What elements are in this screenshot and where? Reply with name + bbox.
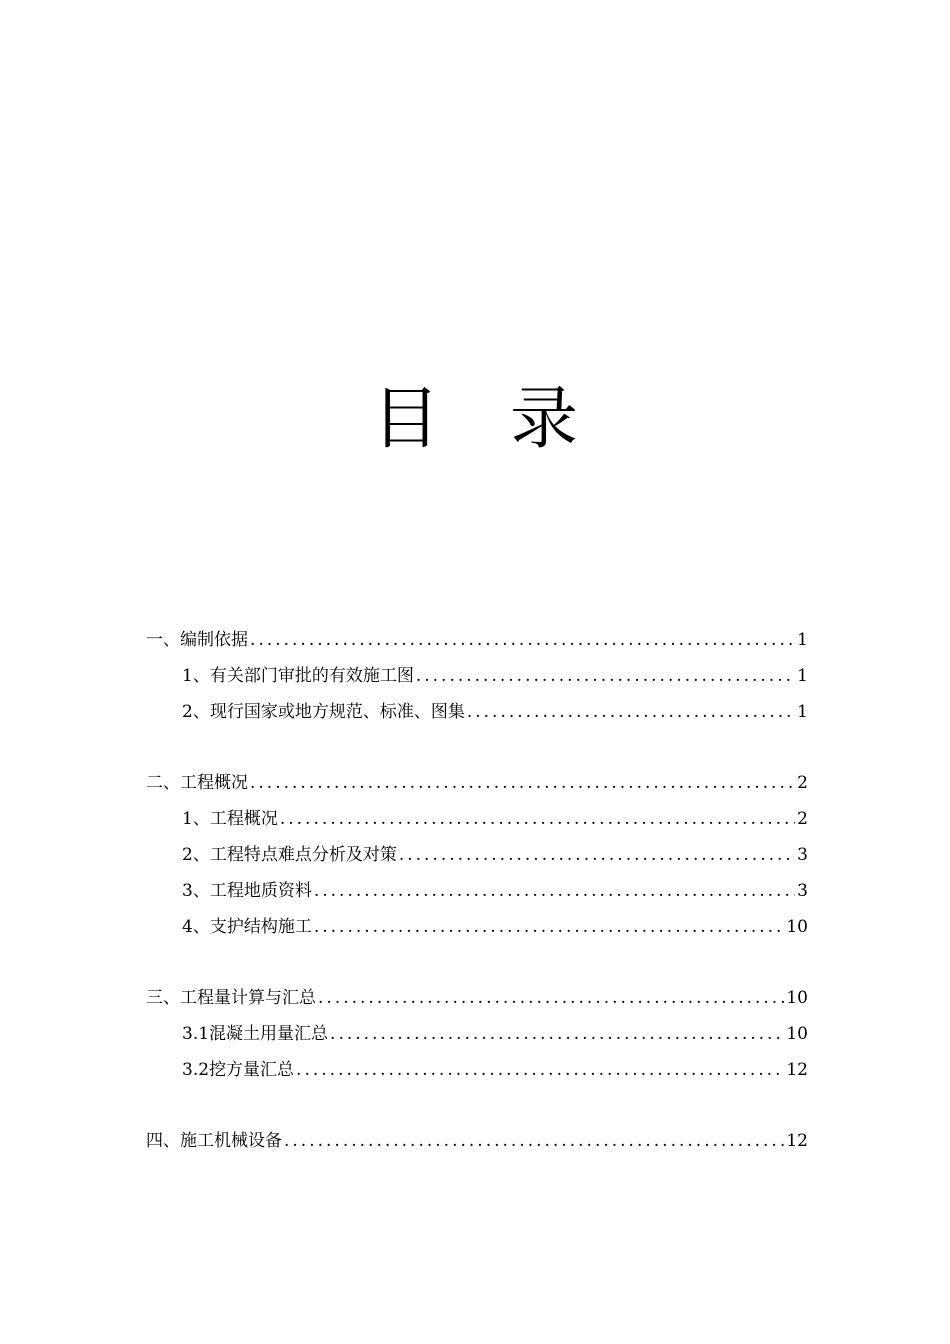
- toc-entry-label: 三、工程量计算与汇总: [146, 988, 316, 1008]
- page-title: [0, 380, 950, 460]
- toc-leader-dots: [314, 909, 785, 945]
- toc-section: [146, 622, 808, 730]
- toc-subentry-page: 10: [786, 1024, 808, 1044]
- toc-leader-dots: [280, 801, 795, 837]
- toc-subentry[interactable]: [146, 837, 808, 873]
- toc-subentry-page: 1: [797, 666, 808, 686]
- toc-leader-dots: [330, 1016, 784, 1052]
- title-char-2: 录: [510, 380, 579, 459]
- toc-leader-dots: [250, 622, 795, 658]
- toc-entry-page: 10: [786, 988, 808, 1008]
- toc-subentry-label: 3.1混凝土用量汇总: [182, 1024, 329, 1044]
- toc-leader-dots: [296, 1052, 784, 1088]
- toc-entry-page: 2: [797, 773, 808, 793]
- toc-subentry[interactable]: [146, 801, 808, 837]
- toc-subentry-page: 1: [797, 702, 808, 722]
- toc-subentry-label: 1、工程概况: [182, 809, 278, 829]
- toc-leader-dots: [399, 837, 795, 873]
- table-of-contents: [146, 622, 808, 1194]
- toc-entry[interactable]: [146, 980, 808, 1016]
- toc-entry[interactable]: [146, 1123, 808, 1159]
- toc-section: [146, 980, 808, 1088]
- toc-entry-page: 12: [786, 1131, 808, 1151]
- toc-section: [146, 765, 808, 945]
- toc-leader-dots: [467, 694, 795, 730]
- toc-subentry-page: 10: [786, 917, 808, 937]
- toc-subentry-label: 2、工程特点难点分析及对策: [182, 845, 397, 865]
- toc-entry[interactable]: [146, 765, 808, 801]
- toc-leader-dots: [416, 658, 795, 694]
- toc-subentry-page: 3: [797, 881, 808, 901]
- toc-subentry[interactable]: [146, 1052, 808, 1088]
- toc-subentry-label: 3、工程地质资料: [182, 881, 312, 901]
- toc-section: [146, 1123, 808, 1159]
- toc-subentry-page: 3: [797, 845, 808, 865]
- toc-entry-label: 一、编制依据: [146, 630, 248, 650]
- toc-leader-dots: [318, 980, 784, 1016]
- toc-entry-label: 四、施工机械设备: [146, 1131, 282, 1151]
- toc-subentry-label: 2、现行国家或地方规范、标准、图集: [182, 702, 465, 722]
- toc-subentry[interactable]: [146, 909, 808, 945]
- toc-subentry-label: 4、支护结构施工: [182, 917, 312, 937]
- toc-subentry[interactable]: [146, 873, 808, 909]
- toc-leader-dots: [314, 873, 795, 909]
- toc-leader-dots: [250, 765, 795, 801]
- toc-entry-label: 二、工程概况: [146, 773, 248, 793]
- toc-subentry[interactable]: [146, 694, 808, 730]
- toc-subentry[interactable]: [146, 1016, 808, 1052]
- toc-subentry[interactable]: [146, 658, 808, 694]
- toc-entry[interactable]: [146, 622, 808, 658]
- toc-subentry-page: 2: [797, 809, 808, 829]
- toc-subentry-label: 3.2挖方量汇总: [182, 1060, 295, 1080]
- toc-subentry-label: 1、有关部门审批的有效施工图: [182, 666, 414, 686]
- toc-entry-page: 1: [797, 630, 808, 650]
- toc-leader-dots: [284, 1123, 784, 1159]
- toc-subentry-page: 12: [786, 1060, 808, 1080]
- title-char-1: 目: [371, 380, 440, 459]
